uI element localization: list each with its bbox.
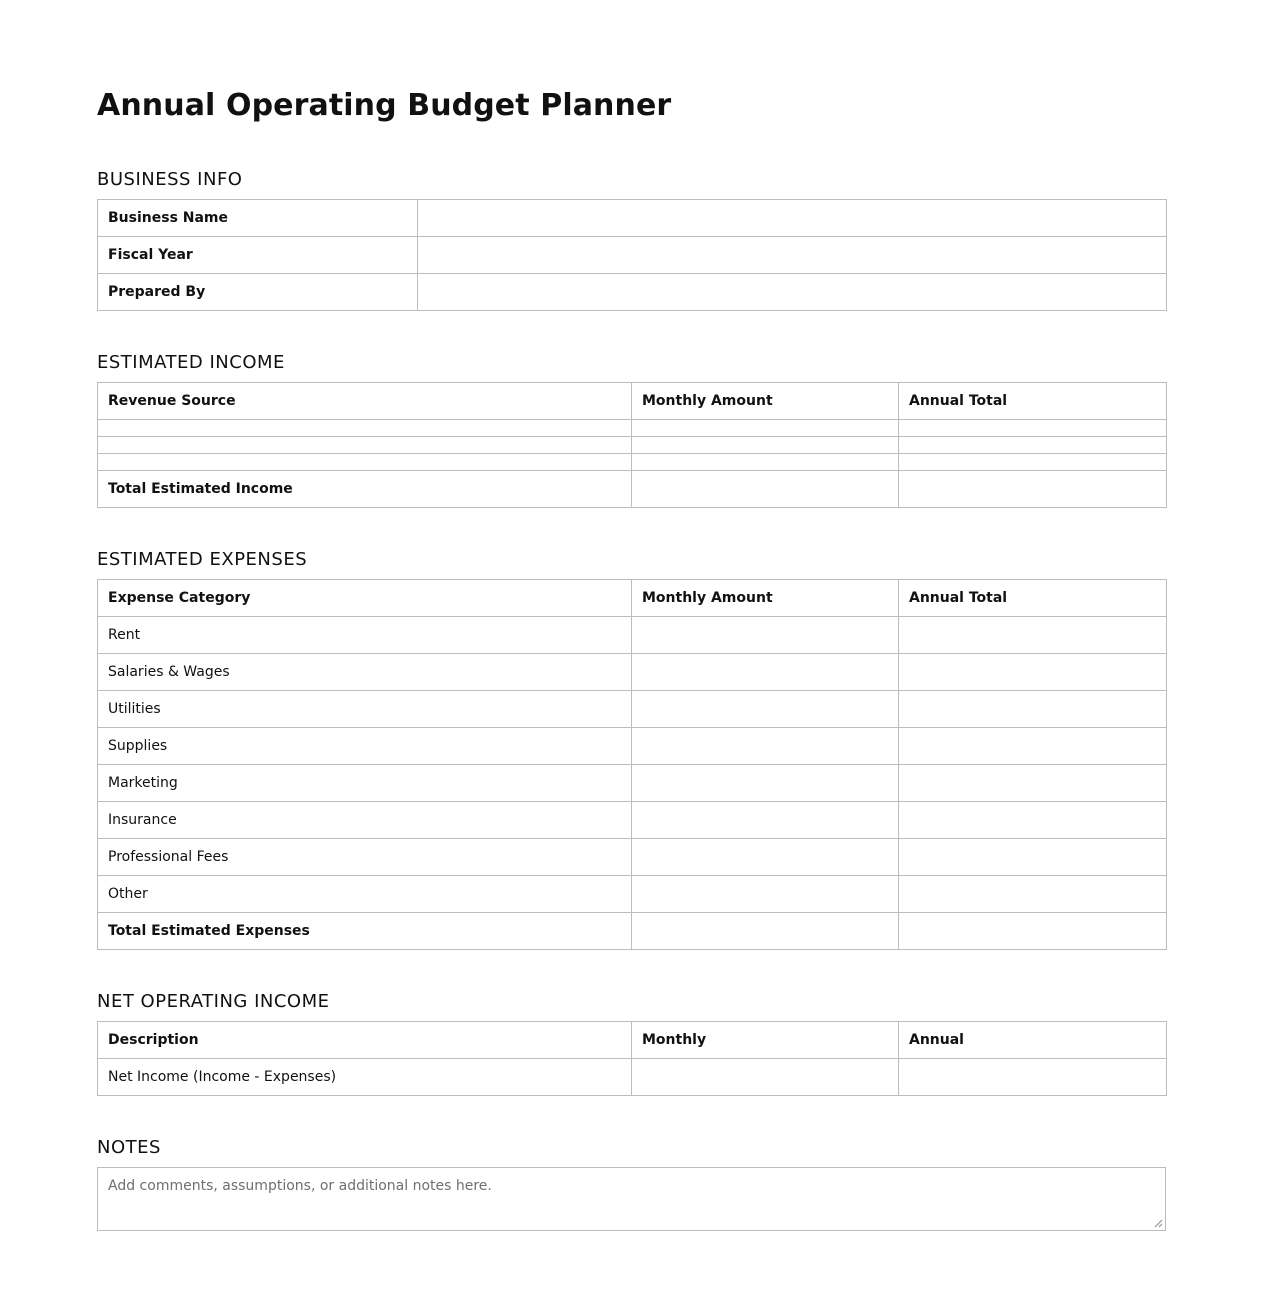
expense-label: Utilities [98,691,632,728]
expenses-total-monthly-cell[interactable] [632,913,899,950]
expense-annual-cell[interactable] [899,839,1167,876]
expense-annual-cell[interactable] [899,728,1167,765]
expense-annual-cell[interactable] [899,691,1167,728]
expense-annual-cell[interactable] [899,617,1167,654]
income-total-row [98,471,1167,508]
estimated-income-table [97,382,1167,508]
expense-monthly-cell[interactable] [632,839,899,876]
estimated-income-section [97,352,1167,508]
notes-placeholder: Add comments, assumptions, or additional notes here. [108,1178,492,1194]
page-title: Annual Operating Budget Planner [97,88,672,123]
prepared-by-field[interactable] [418,274,1167,311]
expenses-total-label: Total Estimated Expenses [98,913,632,950]
prepared-by-label: Prepared By [98,274,418,311]
budget-planner-page [0,0,1263,126]
estimated-income-heading: ESTIMATED INCOME [97,352,285,373]
fiscal-year-label: Fiscal Year [98,237,418,274]
expense-label: Professional Fees [98,839,632,876]
net-income-annual-cell[interactable] [899,1059,1167,1096]
income-monthly-cell[interactable] [632,454,899,471]
expenses-col-category: Expense Category [98,580,632,617]
expense-monthly-cell[interactable] [632,617,899,654]
income-source-cell[interactable] [98,454,632,471]
notes-textarea[interactable] [97,1167,1166,1231]
expense-annual-cell[interactable] [899,876,1167,913]
expense-label: Marketing [98,765,632,802]
expense-label: Other [98,876,632,913]
business-name-row [98,200,1167,237]
expense-row-insurance [98,802,1167,839]
expense-row-rent [98,617,1167,654]
net-col-annual: Annual [899,1022,1167,1059]
income-annual-cell[interactable] [899,454,1167,471]
expense-label: Rent [98,617,632,654]
estimated-expenses-heading: ESTIMATED EXPENSES [97,549,308,570]
expense-label: Supplies [98,728,632,765]
expense-label: Insurance [98,802,632,839]
income-annual-cell[interactable] [899,437,1167,454]
expense-row-utilities [98,691,1167,728]
fiscal-year-field[interactable] [418,237,1167,274]
prepared-by-row [98,274,1167,311]
expense-monthly-cell[interactable] [632,802,899,839]
expense-row-salaries-wages [98,654,1167,691]
net-operating-income-table [97,1021,1167,1096]
income-total-annual-cell[interactable] [899,471,1167,508]
net-col-monthly: Monthly [632,1022,899,1059]
business-info-table [97,199,1167,311]
notes-heading: NOTES [97,1137,161,1158]
expenses-col-monthly-amount: Monthly Amount [632,580,899,617]
income-header-row [98,383,1167,420]
income-source-cell[interactable] [98,437,632,454]
expenses-header-row [98,580,1167,617]
resize-handle-icon[interactable] [1153,1218,1163,1228]
expense-monthly-cell[interactable] [632,728,899,765]
business-info-heading: BUSINESS INFO [97,169,243,190]
expense-row-other [98,876,1167,913]
net-operating-income-heading: NET OPERATING INCOME [97,991,330,1012]
income-row-3 [98,454,1167,471]
income-row-2 [98,437,1167,454]
expense-monthly-cell[interactable] [632,765,899,802]
notes-section [97,1137,1166,1231]
expense-monthly-cell[interactable] [632,691,899,728]
net-income-monthly-cell[interactable] [632,1059,899,1096]
income-col-annual-total: Annual Total [899,383,1167,420]
expense-annual-cell[interactable] [899,802,1167,839]
income-total-label: Total Estimated Income [98,471,632,508]
business-name-label: Business Name [98,200,418,237]
net-header-row [98,1022,1167,1059]
net-income-label: Net Income (Income - Expenses) [98,1059,632,1096]
net-col-description: Description [98,1022,632,1059]
estimated-expenses-table [97,579,1167,950]
net-operating-income-section [97,991,1167,1096]
estimated-expenses-section [97,549,1167,950]
expense-row-marketing [98,765,1167,802]
income-col-revenue-source: Revenue Source [98,383,632,420]
net-income-row [98,1059,1167,1096]
income-monthly-cell[interactable] [632,420,899,437]
income-source-cell[interactable] [98,420,632,437]
expenses-total-annual-cell[interactable] [899,913,1167,950]
expense-row-professional-fees [98,839,1167,876]
expenses-total-row [98,913,1167,950]
income-row-1 [98,420,1167,437]
business-name-field[interactable] [418,200,1167,237]
expense-monthly-cell[interactable] [632,876,899,913]
income-col-monthly-amount: Monthly Amount [632,383,899,420]
expense-label: Salaries & Wages [98,654,632,691]
expense-row-supplies [98,728,1167,765]
expense-annual-cell[interactable] [899,765,1167,802]
expenses-col-annual-total: Annual Total [899,580,1167,617]
income-monthly-cell[interactable] [632,437,899,454]
income-total-monthly-cell[interactable] [632,471,899,508]
expense-monthly-cell[interactable] [632,654,899,691]
expense-annual-cell[interactable] [899,654,1167,691]
fiscal-year-row [98,237,1167,274]
income-annual-cell[interactable] [899,420,1167,437]
business-info-section [97,169,1167,311]
